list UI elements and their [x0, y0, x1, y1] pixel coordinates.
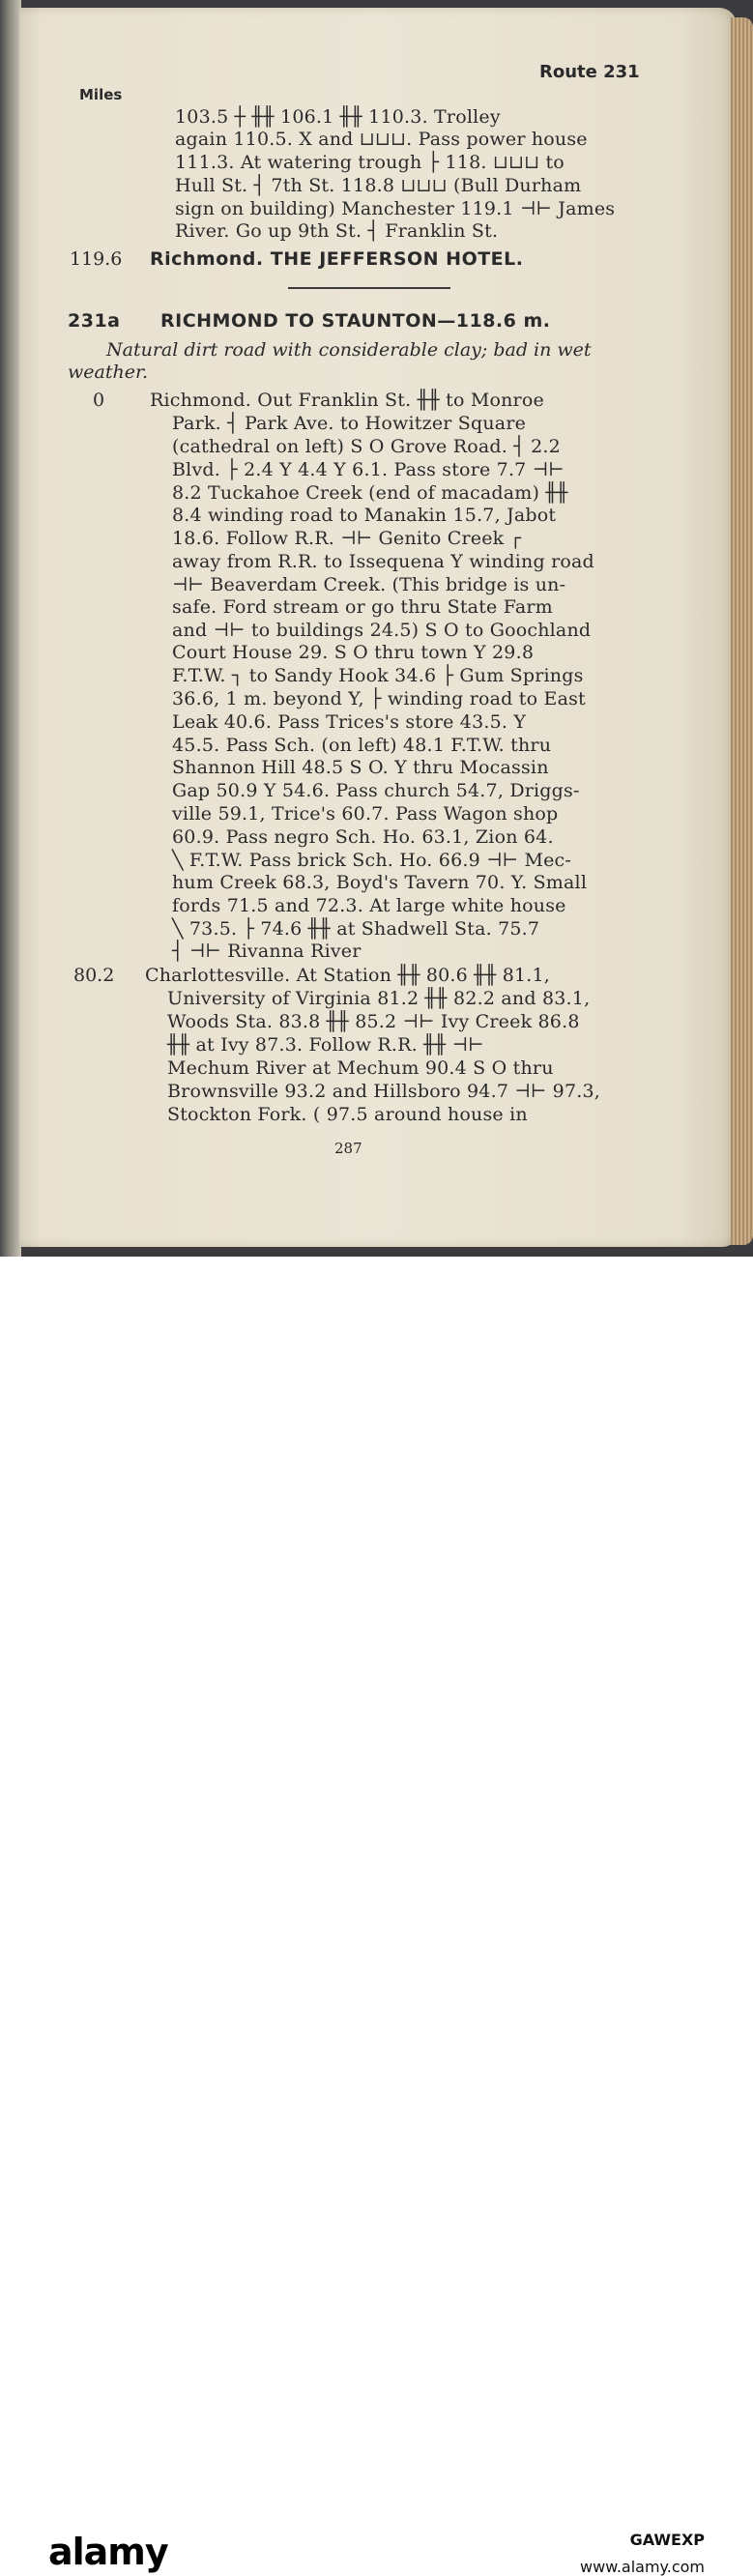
road-note-cont: weather.: [68, 362, 148, 383]
text-line: again 110.5. X and ⊔⊔⊔. Pass power house: [175, 129, 588, 150]
text-line: Charlottesville. At Station ╫╫ 80.6 ╫╫ 81.1,: [145, 965, 551, 986]
text-line: 45.5. Pass Sch. (on left) 48.1 F.T.W. thru: [172, 735, 552, 756]
destination-entry: Richmond. THE JEFFERSON HOTEL.: [150, 248, 524, 270]
text-line: 103.5 ┼ ╫╫ 106.1 ╫╫ 110.3. Trolley: [175, 106, 501, 128]
text-line: and ⊣⊢ to buildings 24.5) S O to Goochland: [172, 620, 592, 641]
text-line: ⊣⊢ Beaverdam Creek. (This bridge is un-: [172, 574, 566, 595]
text-line: Brownsville 93.2 and Hillsboro 94.7 ⊣⊢ 97.3,: [167, 1081, 601, 1102]
text-line: 8.4 winding road to Manakin 15.7, Jabot: [172, 505, 557, 526]
text-line: Gap 50.9 Y 54.6. Pass church 54.7, Driggs-: [172, 780, 580, 801]
text-line: hum Creek 68.3, Boyd's Tavern 70. Y. Small: [172, 872, 588, 893]
text-line: Park. ┤ Park Ave. to Howitzer Square: [172, 413, 527, 434]
mileage-value: 119.6: [70, 248, 123, 270]
text-line: F.T.W. ┐ to Sandy Hook 34.6 ├ Gum Springs: [172, 665, 584, 686]
text-line: Court House 29. S O thru town Y 29.8: [172, 642, 535, 663]
text-line: River. Go up 9th St. ┤ Franklin St.: [175, 220, 499, 242]
text-line: 8.2 Tuckahoe Creek (end of macadam) ╫╫: [172, 482, 568, 504]
route-title: RICHMOND TO STAUNTON—118.6 m.: [160, 310, 551, 332]
text-line: ville 59.1, Trice's 60.7. Pass Wagon shop: [172, 803, 559, 825]
text-line: Shannon Hill 48.5 S O. Y thru Mocassin: [172, 757, 549, 778]
text-line: ╲ F.T.W. Pass brick Sch. Ho. 66.9 ⊣⊢ Mec-: [172, 850, 572, 871]
page-edges: [731, 17, 753, 1245]
mileage-value: 80.2: [73, 965, 115, 986]
text-line: Blvd. ├ 2.4 Y 4.4 Y 6.1. Pass store 7.7 ⊣⊢: [172, 459, 565, 480]
text-line: University of Virginia 81.2 ╫╫ 82.2 and 83.1,: [167, 988, 591, 1009]
mileage-value: 0: [93, 390, 105, 411]
text-line: (cathedral on left) S O Grove Road. ┤ 2.2: [172, 436, 561, 457]
text-line: away from R.R. to Issequena Y winding road: [172, 551, 594, 572]
text-line: 36.6, 1 m. beyond Y, ├ winding road to East: [172, 688, 586, 709]
text-line: Richmond. Out Franklin St. ╫╫ to Monroe: [150, 390, 544, 411]
text-line: ╫╫ at Ivy 87.3. Follow R.R. ╫╫ ⊣⊢: [167, 1034, 484, 1056]
road-note: Natural dirt road with considerable clay; bad in wet: [106, 339, 592, 361]
text-line: safe. Ford stream or go thru State Farm: [172, 596, 553, 618]
watermark-footer: [0, 1257, 753, 2576]
text-line: sign on building) Manchester 119.1 ⊣⊢ James: [175, 198, 616, 219]
text-line: 111.3. At watering trough ├ 118. ⊔⊔⊔ to: [175, 152, 565, 173]
image-id: GAWEXP: [629, 2531, 705, 2549]
text-line: Woods Sta. 83.8 ╫╫ 85.2 ⊣⊢ Ivy Creek 86.8: [167, 1011, 580, 1032]
route-header: Route 231: [539, 62, 640, 82]
page-number: 287: [334, 1140, 362, 1157]
text-line: ╲ 73.5. ├ 74.6 ╫╫ at Shadwell Sta. 75.7: [172, 918, 540, 940]
text-line: Leak 40.6. Pass Trices's store 43.5. Y: [172, 711, 527, 733]
text-line: ┤ ⊣⊢ Rivanna River: [172, 941, 362, 962]
text-line: Stockton Fork. ( 97.5 around house in: [167, 1104, 528, 1125]
alamy-logo: alamy: [48, 2531, 168, 2573]
miles-label: Miles: [79, 86, 123, 103]
text-line: Hull St. ┤ 7th St. 118.8 ⊔⊔⊔ (Bull Durham: [175, 175, 582, 196]
route-number: 231a: [68, 310, 121, 332]
book-spine: [0, 0, 21, 1257]
text-line: 60.9. Pass negro Sch. Ho. 63.1, Zion 64.: [172, 826, 554, 848]
text-line: Mechum River at Mechum 90.4 S O thru: [167, 1057, 554, 1079]
site-url: www.alamy.com: [580, 2558, 705, 2576]
scanned-book-photo: [0, 0, 753, 1257]
text-line: fords 71.5 and 72.3. At large white house: [172, 895, 566, 916]
section-divider: [288, 287, 450, 289]
text-line: 18.6. Follow R.R. ⊣⊢ Genito Creek ┌: [172, 528, 522, 549]
